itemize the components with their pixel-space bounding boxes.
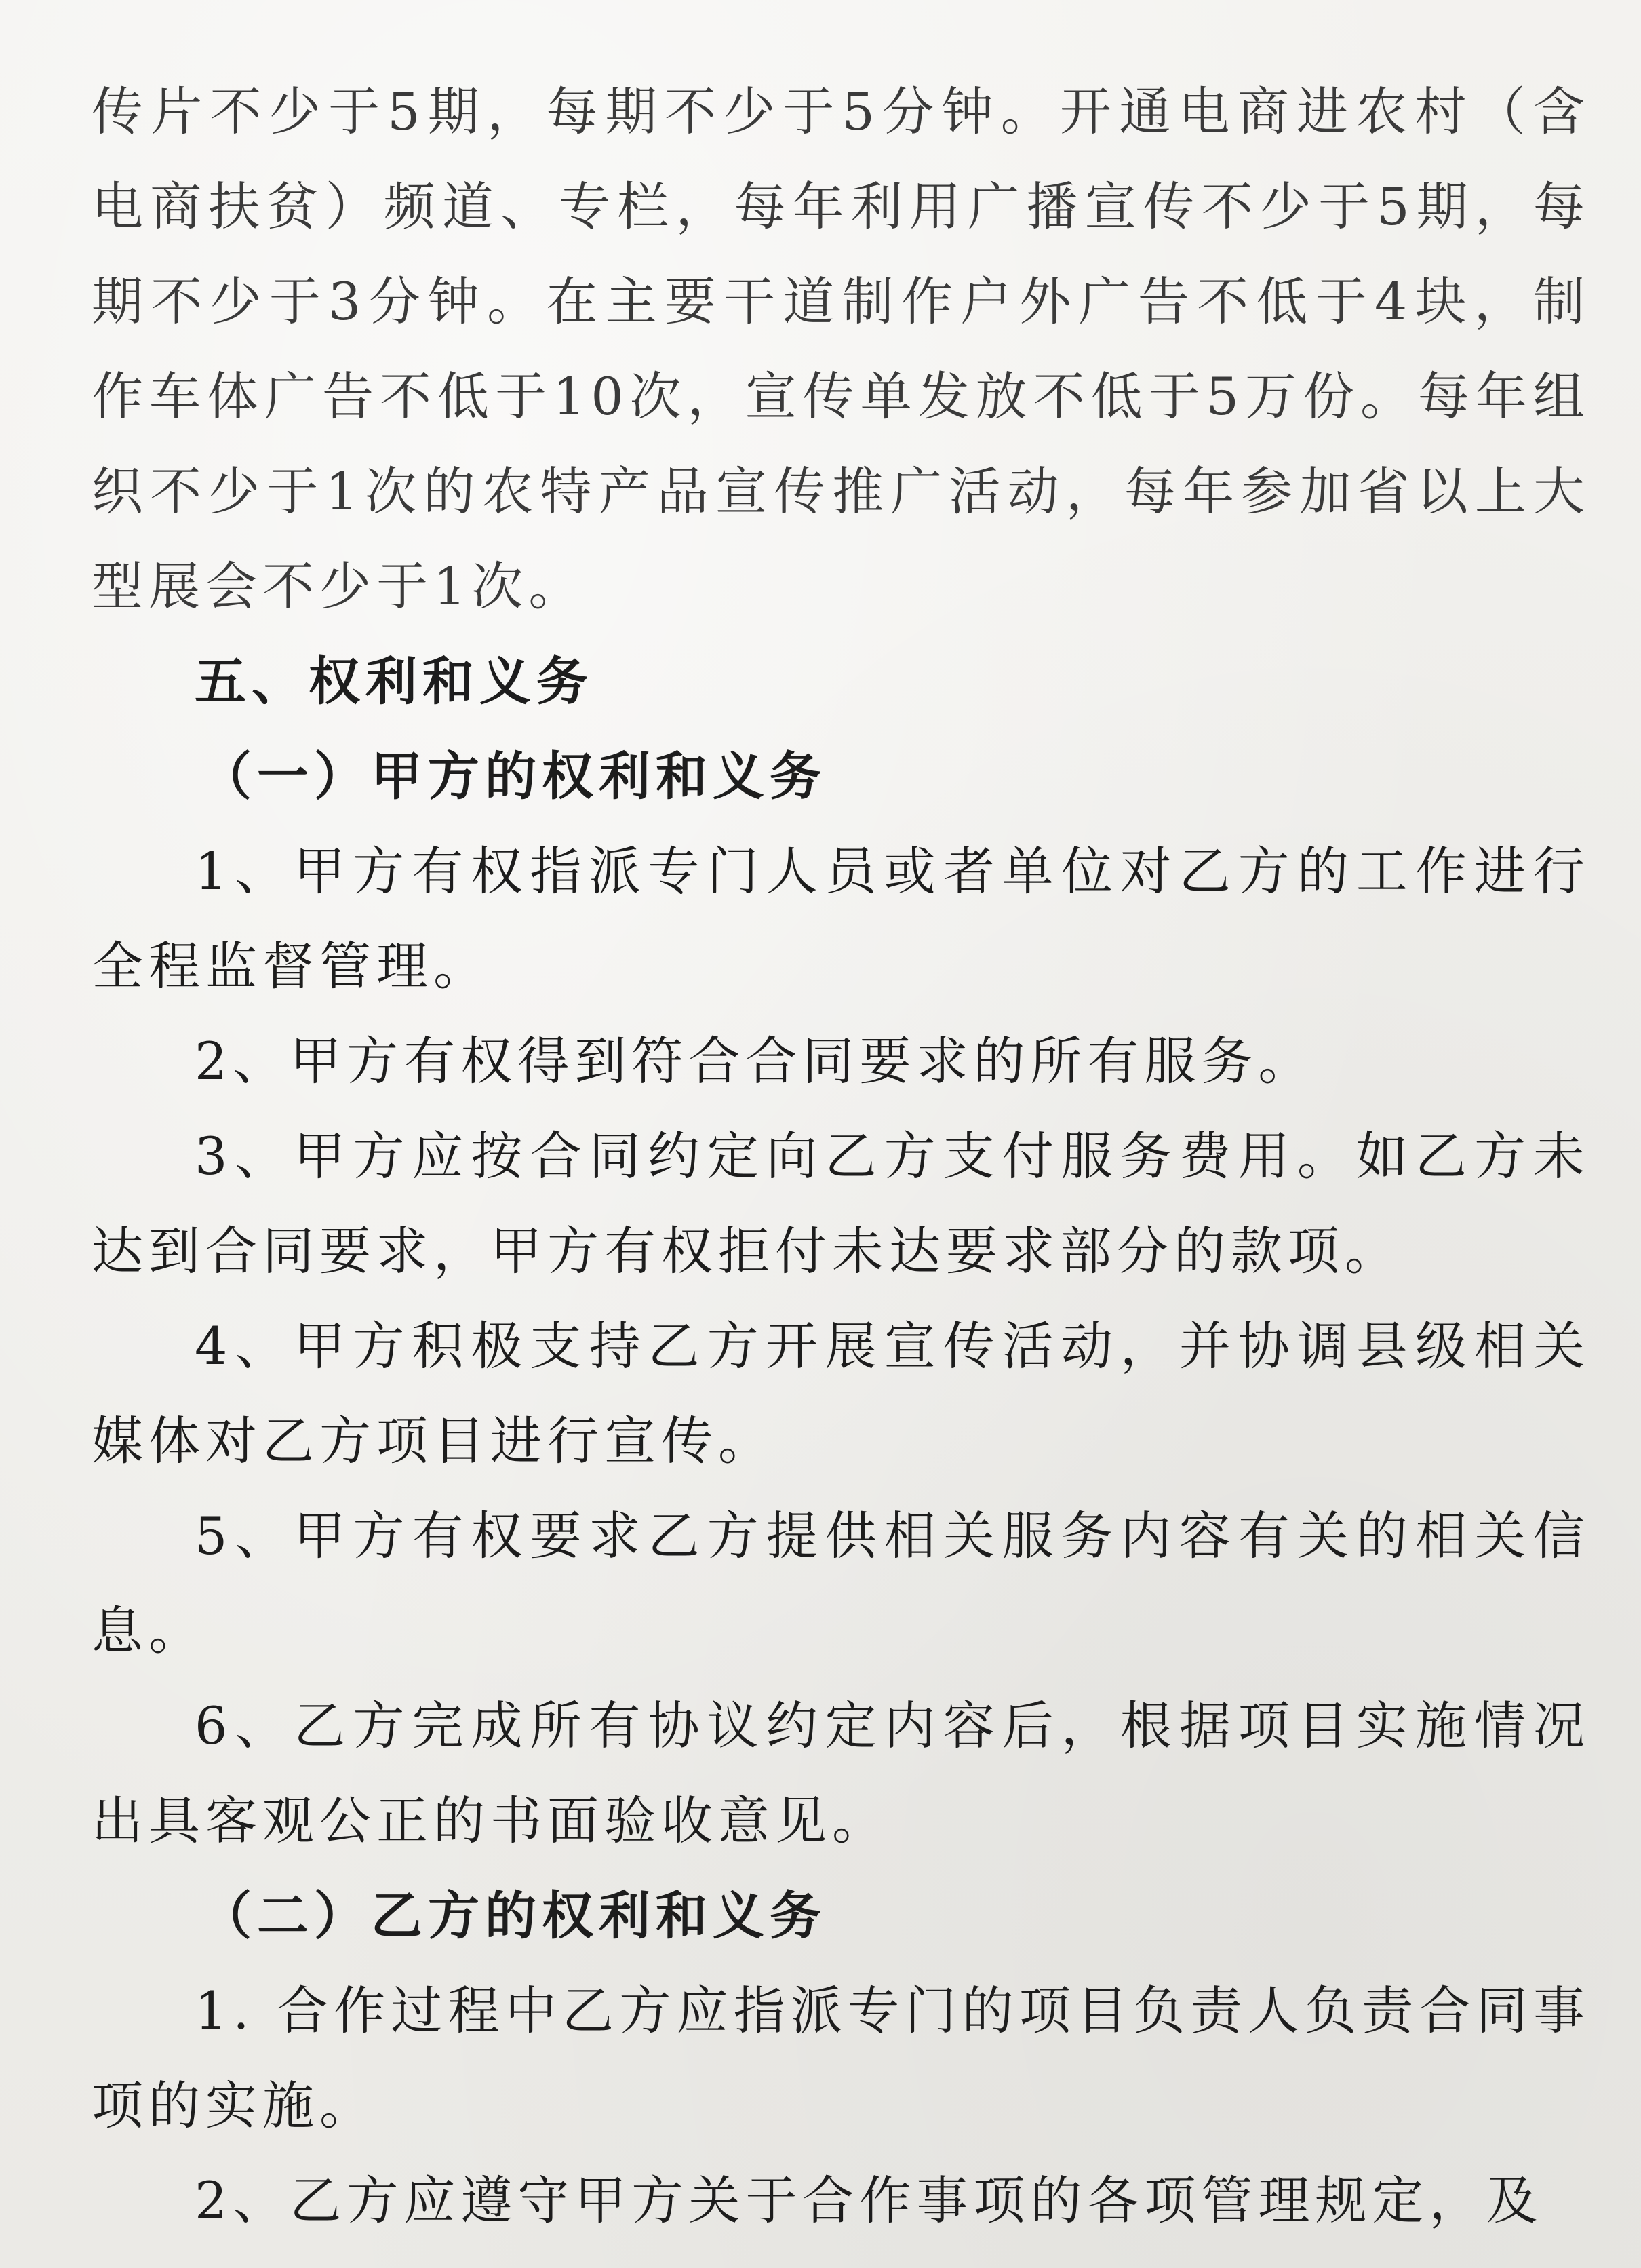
subheading-party-b: （二）乙方的权利和义务 [200, 1885, 827, 1946]
clause-a1: 1、甲方有权指派专门人员或者单位对乙方的工作进行全程监督管理。 [92, 841, 1590, 996]
clause-b1: 1. 合作过程中乙方应指派专门的项目负责人负责合同事项的实施。 [92, 1980, 1590, 2136]
document-body [92, 64, 1590, 2248]
clause-a6: 6、乙方完成所有协议约定内容后，根据项目实施情况出具客观公正的书面验收意见。 [92, 1696, 1590, 1851]
clause-a2: 2、甲方有权得到符合合同要求的所有服务。 [195, 1031, 1316, 1091]
clause-a5: 5、甲方有权要求乙方提供相关服务内容有关的相关信息。 [92, 1506, 1590, 1661]
clause-b2: 2、乙方应遵守甲方关于合作事项的各项管理规定，及 [195, 2170, 1543, 2231]
paragraph-continuation: 传片不少于5期，每期不少于5分钟。开通电商进农村（含电商扶贫）频道、专栏，每年利用广播宣传不少于5期，每期不少于3分钟。在主要干道制作户外广告不低于4块，制作车体广告不低于10次，宣传单发放不低于5万份。每年组织不少于1次的农特产品宣传推广活动，每年参加省以上大型展会不少于1次。 [92, 81, 1590, 617]
subheading-party-a: （一）甲方的权利和义务 [200, 746, 827, 806]
clause-a3: 3、甲方应按合同约定向乙方支付服务费用。如乙方未达到合同要求，甲方有权拒付未达要求部分的款项。 [92, 1126, 1590, 1281]
section-heading-rights-obligations: 五、权利和义务 [195, 651, 593, 711]
clause-a4: 4、甲方积极支持乙方开展宣传活动，并协调县级相关媒体对乙方项目进行宣传。 [92, 1316, 1590, 1471]
